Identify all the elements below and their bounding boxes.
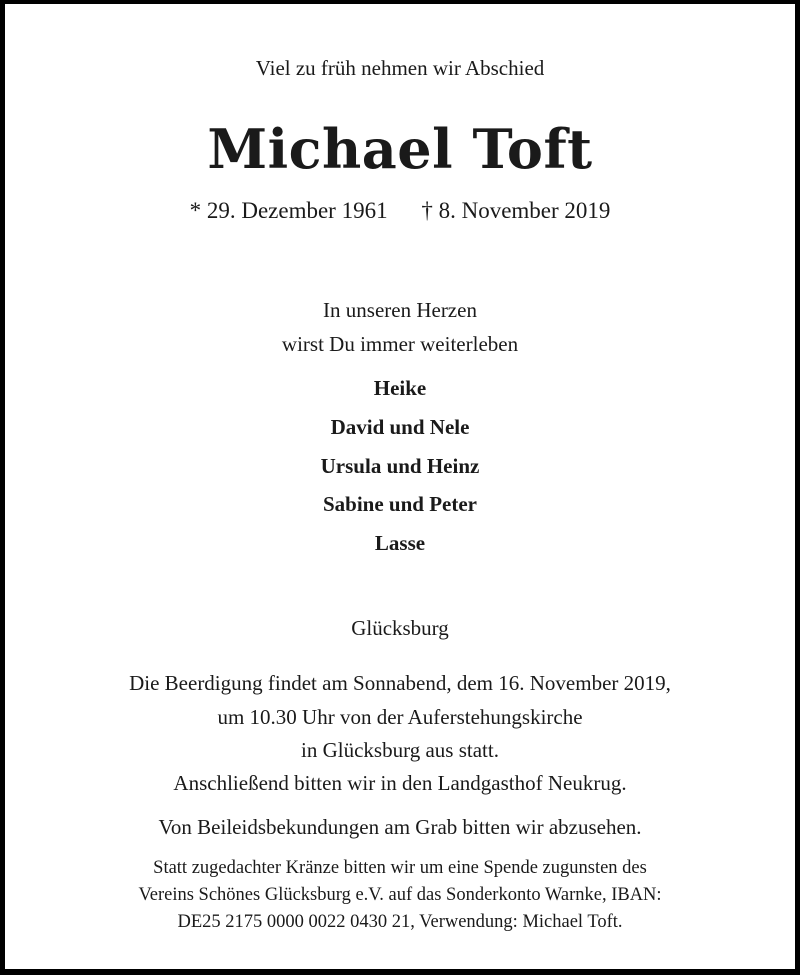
mourner: Sabine und Peter [322,492,477,516]
donation-line: DE25 2175 0000 0022 0430 21, Verwendung: Michael Toft. [177,912,623,932]
mourner: David und Nele [330,415,470,439]
birth-date: * 29. Dezember 1961 [189,198,388,223]
mourner: Lasse [374,531,426,555]
header-text: Viel zu früh nehmen wir Abschied [255,56,545,80]
funeral-line: Die Beerdigung findet am Sonnabend, dem 16. November 2019, [129,671,671,695]
mourner: Heike [373,376,427,400]
condolence-note: Von Beileidsbekundungen am Grab bitten wir abzusehen. [158,815,642,839]
verse-line: wirst Du immer weiterleben [281,332,519,356]
donation-line: Statt zugedachter Kränze bitten wir um eine Spende zugunsten des [153,858,647,878]
donation-line: Vereins Schönes Glücksburg e.V. auf das Sonderkonto Warnke, IBAN: [138,885,662,905]
mourner: Ursula und Heinz [320,454,480,478]
funeral-line: in Glücksburg aus statt. [301,738,499,762]
death-date: † 8. November 2019 [421,198,611,223]
deceased-name: Michael Toft [207,117,593,181]
funeral-line: Anschließend bitten wir in den Landgasthof Neukrug. [173,771,627,795]
place: Glücksburg [351,616,449,640]
verse-line: In unseren Herzen [323,298,477,322]
funeral-line: um 10.30 Uhr von der Auferstehungskirche [217,705,583,729]
life-dates [0,198,800,224]
